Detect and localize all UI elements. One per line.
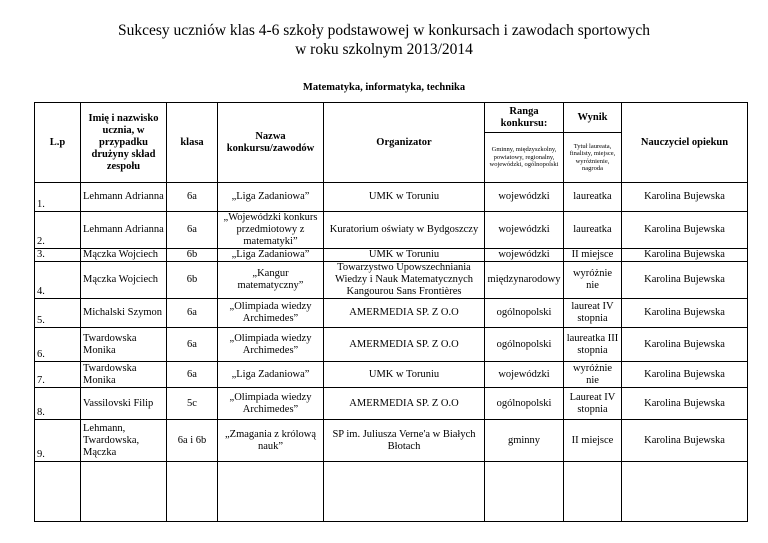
cell-wynik: laureatka [564,212,622,249]
cell-wynik: II miejsce [564,249,622,262]
cell-teacher [622,462,748,522]
cell-wynik: laureatka [564,183,622,212]
cell-name: Lehmann, Twardowska, Mączka [81,420,167,462]
cell-klasa: 6a [167,362,218,388]
cell-wynik: II miejsce [564,420,622,462]
cell-ranga: wojewódzki [485,249,564,262]
table-row [35,328,748,362]
table-row [35,299,748,328]
cell-wynik [564,462,622,522]
cell-organizer [324,462,485,522]
table-row [35,362,748,388]
cell-name: Vassilovski Filip [81,388,167,420]
cell-lp: 8. [35,388,81,420]
cell-organizer: UMK w Toruniu [324,183,485,212]
cell-name: Twardowska Monika [81,362,167,388]
cell-organizer: AMERMEDIA SP. Z O.O [324,299,485,328]
cell-teacher: Karolina Bujewska [622,362,748,388]
cell-klasa: 6b [167,249,218,262]
header-wynik: Wynik [564,103,622,133]
cell-ranga: wojewódzki [485,183,564,212]
cell-lp: 5. [35,299,81,328]
table-row [35,462,748,522]
cell-ranga: wojewódzki [485,362,564,388]
cell-teacher: Karolina Bujewska [622,212,748,249]
cell-ranga: gminny [485,420,564,462]
cell-klasa: 6a [167,212,218,249]
cell-contest: „Liga Zadaniowa” [218,362,324,388]
cell-lp: 7. [35,362,81,388]
cell-contest: „Olimpiada wiedzy Archimedes” [218,328,324,362]
page-title: Sukcesy uczniów klas 4-6 szkoły podstawowej w konkursach i zawodach sportowych [117,22,651,39]
cell-klasa: 5c [167,388,218,420]
cell-klasa: 6a i 6b [167,420,218,462]
cell-organizer: UMK w Toruniu [324,249,485,262]
cell-ranga: ogólnopolski [485,299,564,328]
cell-organizer: Towarzystwo Upowszechniania Wiedzy i Nauk Matematycznych Kangourou Sans Frontières [324,262,485,299]
section-subtitle: Matematyka, informatyka, technika [302,82,466,93]
cell-teacher: Karolina Bujewska [622,388,748,420]
cell-contest: „Liga Zadaniowa” [218,249,324,262]
cell-ranga: ogólnopolski [485,328,564,362]
cell-organizer: SP im. Juliusza Verne'a w Białych Błotach [324,420,485,462]
cell-ranga [485,462,564,522]
cell-teacher: Karolina Bujewska [622,262,748,299]
cell-lp: 1. [35,183,81,212]
header-name: Imię i nazwisko ucznia, w przypadku drużyny skład zespołu [81,103,167,183]
table-row [35,249,748,262]
header-wynik-sub: Tytuł laureata, finalisty, miejsce, wyróżnienie, nagroda [564,133,622,183]
cell-lp: 9. [35,420,81,462]
cell-contest: „Zmagania z królową nauk” [218,420,324,462]
cell-teacher: Karolina Bujewska [622,420,748,462]
cell-klasa: 6a [167,328,218,362]
cell-lp: 2. [35,212,81,249]
cell-organizer: AMERMEDIA SP. Z O.O [324,328,485,362]
cell-contest: „Kangur matematyczny” [218,262,324,299]
results-table [34,102,748,522]
cell-klasa: 6a [167,183,218,212]
cell-wynik: wyróżnie nie [564,362,622,388]
cell-contest [218,462,324,522]
table-row [35,420,748,462]
header-contest: Nazwa konkursu/zawodów [218,103,324,183]
cell-wynik: wyróżnie nie [564,262,622,299]
cell-name: Mączka Wojciech [81,262,167,299]
cell-lp [35,462,81,522]
table-row [35,212,748,249]
cell-organizer: UMK w Toruniu [324,362,485,388]
cell-ranga: ogólnopolski [485,388,564,420]
cell-lp: 3. [35,249,81,262]
cell-klasa: 6a [167,299,218,328]
table-row [35,262,748,299]
cell-ranga: wojewódzki [485,212,564,249]
cell-wynik: Laureat IV stopnia [564,388,622,420]
cell-teacher: Karolina Bujewska [622,328,748,362]
cell-name: Twardowska Monika [81,328,167,362]
cell-wynik: laureatka III stopnia [564,328,622,362]
cell-name: Lehmann Adrianna [81,212,167,249]
cell-name: Michalski Szymon [81,299,167,328]
cell-name: Mączka Wojciech [81,249,167,262]
header-organizer: Organizator [324,103,485,183]
header-ranga-sub: Gminny, międzyszkolny, powiatowy, regionalny, wojewódzki, ogólnopolski [485,133,564,183]
cell-ranga: międzynarodowy [485,262,564,299]
header-teacher: Nauczyciel opiekun [622,103,748,183]
cell-teacher: Karolina Bujewska [622,183,748,212]
cell-lp: 4. [35,262,81,299]
header-ranga: Ranga konkursu: [485,103,564,133]
cell-klasa: 6b [167,262,218,299]
header-klasa: klasa [167,103,218,183]
cell-name [81,462,167,522]
cell-klasa [167,462,218,522]
cell-organizer: Kuratorium oświaty w Bydgoszczy [324,212,485,249]
header-lp: L.p [35,103,81,183]
cell-contest: „Wojewódzki konkurs przedmiotowy z matematyki” [218,212,324,249]
cell-name: Lehmann Adrianna [81,183,167,212]
cell-contest: „Olimpiada wiedzy Archimedes” [218,299,324,328]
cell-teacher: Karolina Bujewska [622,299,748,328]
table-row [35,388,748,420]
page-title-year: w roku szkolnym 2013/2014 [295,41,473,58]
cell-lp: 6. [35,328,81,362]
table-row [35,183,748,212]
cell-contest: „Liga Zadaniowa” [218,183,324,212]
cell-contest: „Olimpiada wiedzy Archimedes” [218,388,324,420]
cell-organizer: AMERMEDIA SP. Z O.O [324,388,485,420]
cell-teacher: Karolina Bujewska [622,249,748,262]
cell-wynik: laureat IV stopnia [564,299,622,328]
